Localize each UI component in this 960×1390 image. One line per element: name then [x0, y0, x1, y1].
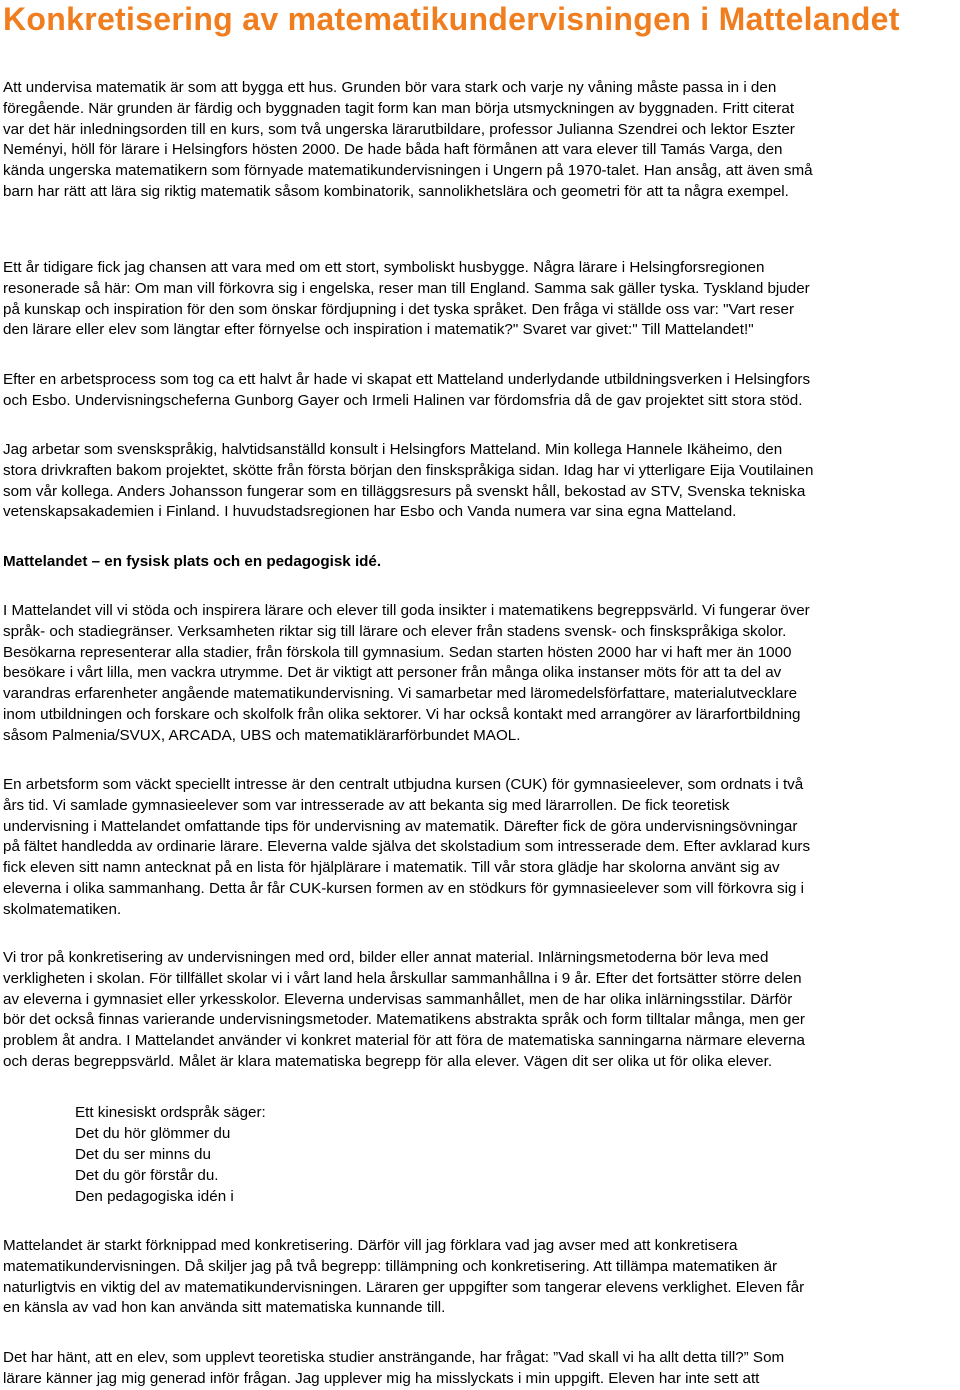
paragraph-husbygge: Ett år tidigare fick jag chansen att vara med om ett stort, symboliskt husbygge. Några lärare i Helsingforsregionen resonerade så här: Om man vill förkovra sig i engelska, reser man till England. Samma sak gäller tyska. Tyskland bjuder på kunskap och inspiration för den som önskar fördjupning i det tyska språket. Den fråga vi ställde oss var: "Vart reser den lärare eller elev som längtar efter förnyelse och inspiration i matematik?" Svaret var givet:" Till Mattelandet!" [3, 259, 810, 339]
proverb-quote [75, 1103, 266, 1208]
paragraph-cuk: En arbetsform som väckt speciellt intresse är den centralt utbjudna kursen (CUK) för gymnasieelever, som ordnats i två års tid. Vi samlade gymnasieelever som var intresserade av att bekanta sig med lärarrollen. De fick teoretisk undervisning i Mattelandet omfattande tips för undervisning av matematik. Därefter fick de göra undervisningsövningar på fältet handledda av ordinarie lärare. Eleverna valde själva det skolstadium som intresserade dem. Efter avklarad kurs fick eleven sitt namn antecknat på en lista för hjälplärare i matematik. Till vår stora glädje har skolorna använt sig av eleverna i olika sammanhang. Detta år får CUK-kursen formen av en stödkurs för gymnasieelever som vill förkovra sig i skolmatematiken. [3, 776, 811, 918]
paragraph-konkretisering: Vi tror på konkretisering av undervisningen med ord, bilder eller annat material. Inlärningsmetoderna bör leva med verkligheten i skolan. För tillfället skolar vi i vårt land hela årskullar sammanhållna i 9 år. Efter det fortsätter större delen av eleverna i gymnasiet eller yrkesskolor. Eleverna undervisas sammanhållet, men de har olika inlärningsstilar. Därför bör det också finnas varierande undervisningsmetoder. Matematikens abstrakta språk och form tilltalar många, men ger problem åt andra. I Mattelandet använder vi konkret material för att föra de matematiska sanningarna närmare eleverna och deras begreppsvärld. Målet är klara matematiska begrepp för alla elever. Vägen dit ser olika ut för olika elever. [3, 949, 805, 1070]
paragraph-verksamhet: I Mattelandet vill vi stöda och inspirera lärare och elever till goda insikter i matematikens begreppsvärld. Vi fungerar över språk- och stadiegränser. Verksamheten riktar sig till lärare och elever från stadens svensk- och finskspråkiga skolor. Besökarna representerar alla stadier, från förskola till gymnasium. Sedan starten hösten 2000 har vi haft mer än 1000 besökare i vårt lilla, men vackra utrymme. Det är viktigt att personer från många olika instanser möts för att ta del av varandras erfarenheter angående matematikundervisning. Vi samarbetar med läromedelsförfattare, materialutvecklare inom utbildningen och forskare och skolfolk från olika sektorer. Vi har också kontakt med arrangörer av lärarfortbildning såsom Palmenia/SVUX, ARCADA, UBS och matematiklärarförbundet MAOL. [3, 602, 810, 744]
paragraph-elevfraga: Det har hänt, att en elev, som upplevt teoretiska studier ansträngande, har frågat: ”Vad skall vi ha allt detta till?” Som lärare känner jag mig generad inför frågan. Jag upplever mig ha misslyckats i min uppgift. Eleven har inte sett att [3, 1349, 785, 1387]
section-heading: Mattelandet – en fysisk plats och en pedagogisk idé. [3, 553, 382, 570]
quote-line: Det du hör glömmer du [75, 1124, 231, 1142]
quote-line: Det du gör förstår du. [75, 1166, 219, 1184]
paragraph-tillampning: Mattelandet är starkt förknippad med konkretisering. Därför vill jag förklara vad jag avser med att konkretisera matematikundervisningen. Då skiljer jag på två begrepp: tillämpning och konkretisering. Att tillämpa matematiken är naturligtvis en viktig del av matematikundervisningen. Läraren ger uppgifter som tangerar elevens verklighet. Eleven får en känsla av vad hon kan använda sitt matematiska kunnande till. [3, 1237, 805, 1317]
quote-line: Det du ser minns du [75, 1145, 211, 1163]
quote-line: Den pedagogiska idén i [75, 1187, 234, 1205]
document-title: Konkretisering av matematikundervisningen i Mattelandet [3, 1, 900, 37]
paragraph-intro: Att undervisa matematik är som att bygga ett hus. Grunden bör vara stark och varje ny våning måste passa in i den föregående. När grunden är färdig och byggnaden tagit form kan man börja utsmyckningen av byggnaden. Fritt citerat var det här inledningsorden till en kurs, som två ungerska lärarutbildare, professor Julianna Szendrei och lektor Eszter Neményi, höll för lärare i Helsingfors hösten 2000. De hade båda haft förmånen att vara elever till Tamás Varga, den kända ungerska matematikern som förnyade matematikundervisningen i Ungern på 1970-talet. Han ansåg, att även små barn har rätt att lära sig riktig matematik såsom kombinatorik, sannolikhetslära och geometri för att ta några exempel. [3, 79, 813, 200]
paragraph-arbetsprocess: Efter en arbetsprocess som tog ca ett halvt år hade vi skapat ett Matteland underlydande utbildningsverken i Helsingfors och Esbo. Undervisningscheferna Gunborg Gayer och Irmeli Halinen var fördomsfria då de gav projektet sitt stora stöd. [3, 371, 811, 409]
paragraph-kolleger: Jag arbetar som svenskspråkig, halvtidsanställd konsult i Helsingfors Matteland. Min kollega Hannele Ikäheimo, den stora drivkraften bakom projektet, skötte från första början den finskspråkiga sidan. Idag har vi ytterligare Eija Voutilainen som vår kollega. Anders Johansson fungerar som en tilläggsresurs på svenskt håll, bekostad av STV, Svenska tekniska vetenskapsakademien i Finland. I huvudstadsregionen har Esbo och Vanda numera var sina egna Matteland. [3, 441, 814, 521]
quote-line: Ett kinesiskt ordspråk säger: [75, 1104, 266, 1121]
